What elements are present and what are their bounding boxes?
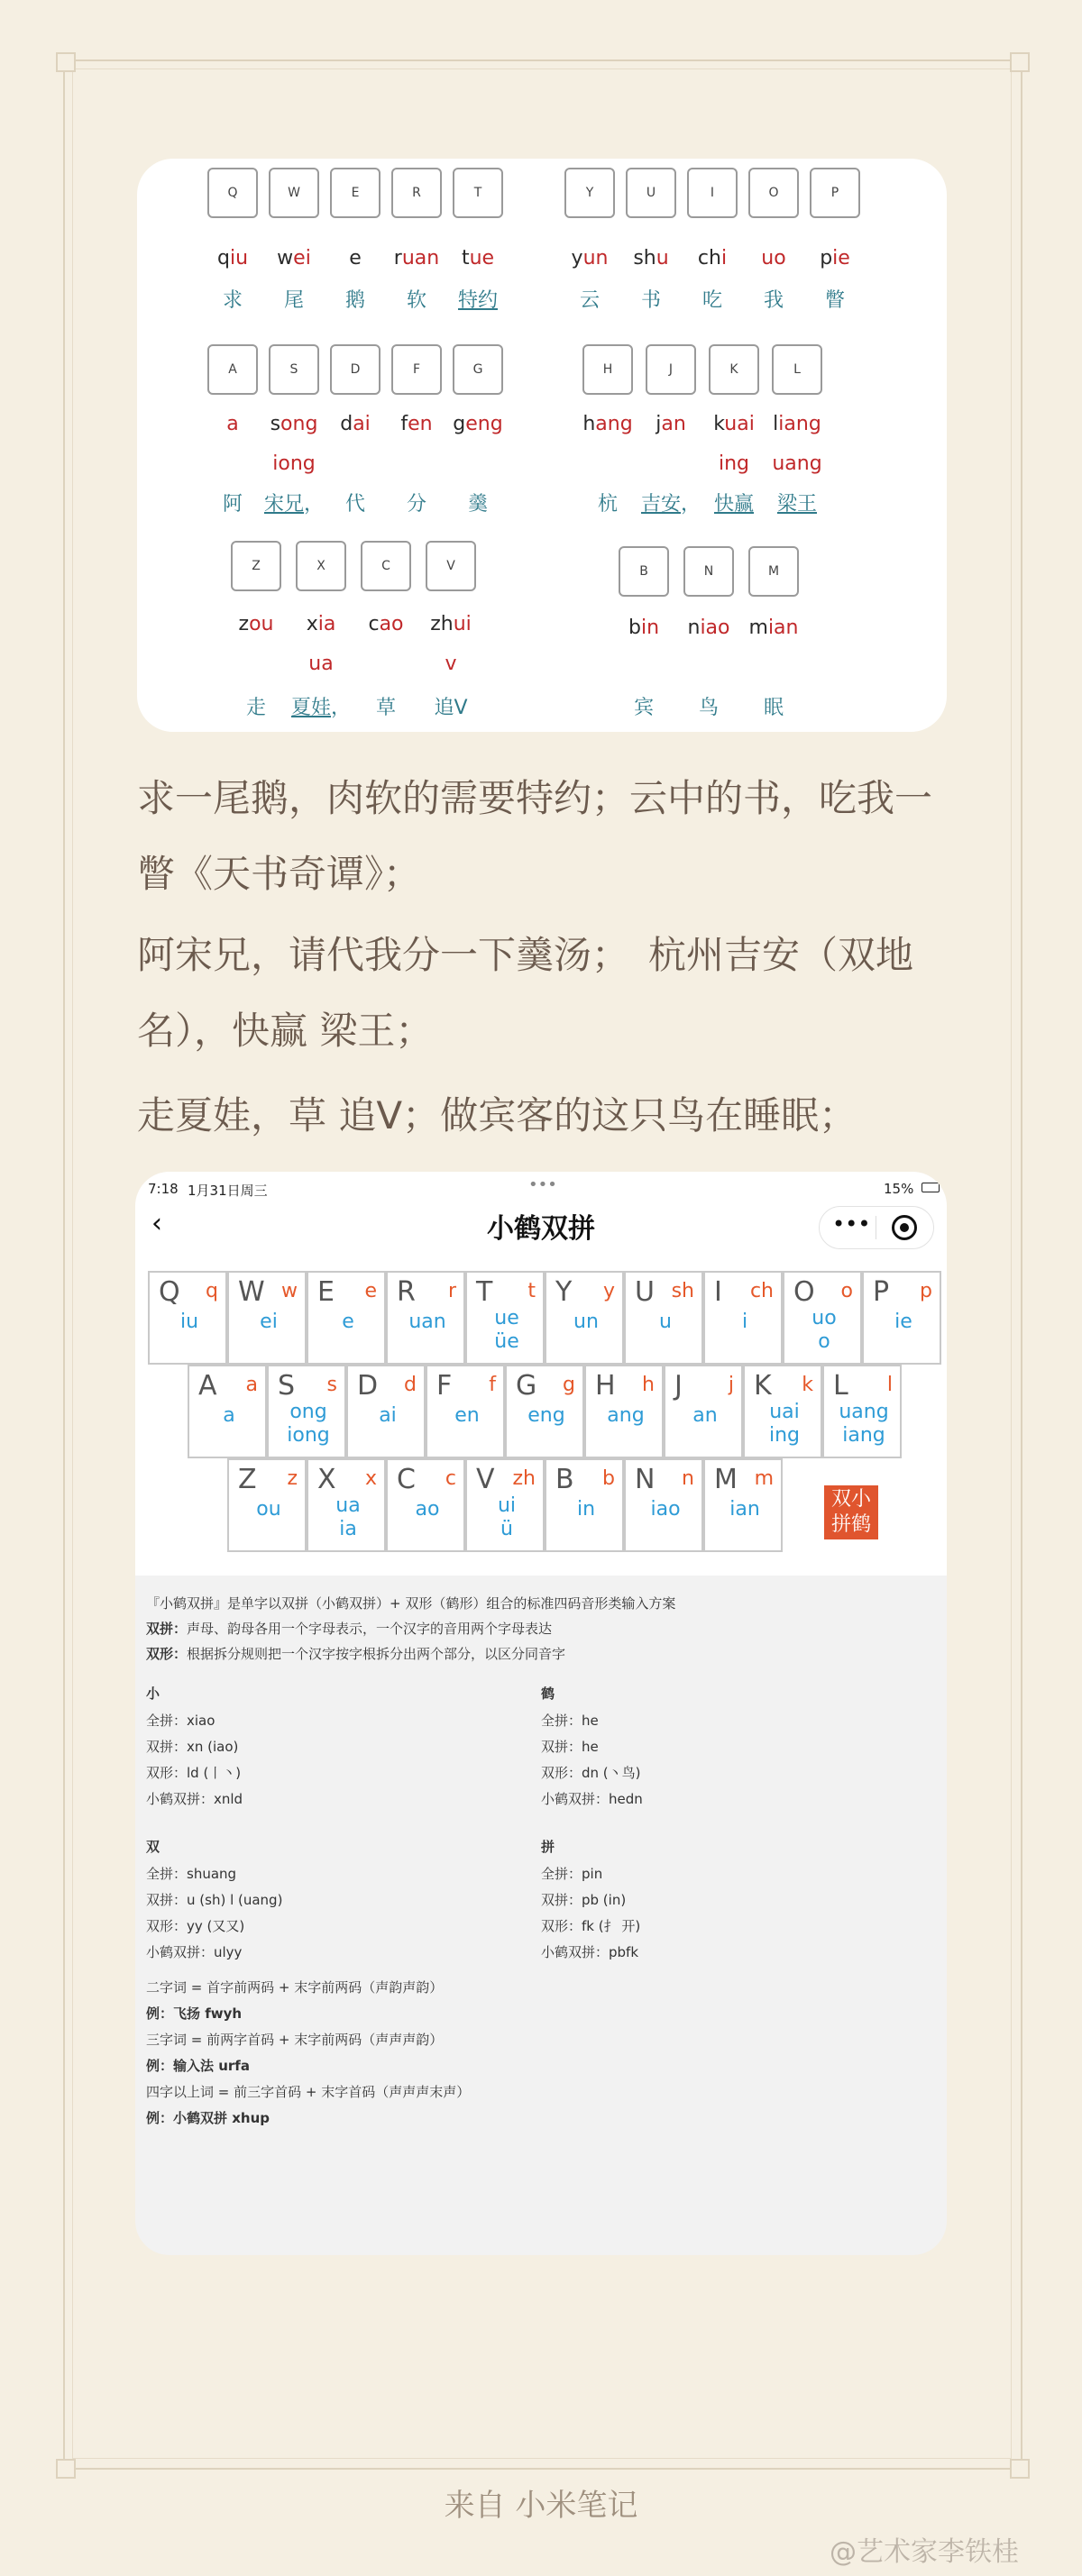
- status-battery: 15%: [884, 1181, 914, 1197]
- key-yunmu: en: [454, 1404, 480, 1427]
- pinyin-label: niao: [687, 617, 730, 639]
- app-key-e[interactable]: [307, 1271, 386, 1365]
- pinyin-label: liang: [773, 413, 821, 435]
- app-key-m[interactable]: [703, 1458, 783, 1552]
- key-d: D: [330, 344, 381, 395]
- key-letter: G: [516, 1370, 537, 1402]
- pinyin-label: shu: [633, 247, 669, 269]
- mnemonic-word: 羹: [467, 493, 488, 516]
- key-yunmu: ian: [729, 1498, 760, 1521]
- alt-final-label: ing: [718, 452, 750, 475]
- key-yunmu: iao: [650, 1498, 681, 1521]
- app-key-d[interactable]: [346, 1365, 426, 1458]
- app-key-r[interactable]: [386, 1271, 465, 1365]
- app-key-h[interactable]: [584, 1365, 664, 1458]
- app-key-a[interactable]: [188, 1365, 267, 1458]
- key-letter: E: [317, 1276, 335, 1308]
- key-yunmu: u: [659, 1311, 672, 1333]
- char-detail: 双拼：u (sh) l (uang): [146, 1892, 283, 1908]
- key-yunmu: uai ing: [768, 1401, 801, 1447]
- key-yunmu: eng: [527, 1404, 565, 1427]
- def-shuangxing: 双形：根据拆分规则把一个汉字按字根拆分出两个部分，以区分同音字: [146, 1646, 566, 1662]
- key-shengmu: j: [728, 1374, 734, 1396]
- mnemonic-word: 吉安，: [640, 493, 701, 516]
- key-yunmu: ei: [260, 1311, 278, 1333]
- key-shengmu: l: [886, 1374, 893, 1396]
- pinyin-label: hang: [582, 413, 633, 435]
- key-shengmu: o: [840, 1280, 853, 1302]
- app-key-f[interactable]: [426, 1365, 505, 1458]
- status-center-dots: •••: [528, 1175, 557, 1194]
- key-shengmu: k: [802, 1374, 813, 1396]
- key-o: O: [748, 168, 799, 218]
- key-shengmu: sh: [671, 1280, 694, 1302]
- key-shengmu: t: [527, 1280, 536, 1302]
- key-shengmu: ch: [749, 1280, 774, 1302]
- app-key-g[interactable]: [505, 1365, 584, 1458]
- mnemonic-word: 瞥: [824, 289, 845, 312]
- key-r: R: [391, 168, 442, 218]
- mnemonic-word: 代: [344, 493, 365, 516]
- key-shengmu: b: [602, 1467, 615, 1490]
- pinyin-label: song: [270, 413, 318, 435]
- char-detail: 小鹤双拼：xnld: [146, 1791, 243, 1807]
- app-key-s[interactable]: [267, 1365, 346, 1458]
- key-letter: K: [754, 1370, 772, 1402]
- key-shengmu: n: [682, 1467, 694, 1490]
- char-heading: 小: [146, 1685, 160, 1702]
- pinyin-label: fen: [400, 413, 433, 435]
- alt-final-label: v: [445, 653, 457, 675]
- mnemonic-word: 软: [406, 289, 426, 312]
- key-letter: O: [793, 1276, 815, 1308]
- mnemonic-word: 夏娃，: [290, 697, 352, 719]
- final-part: ue: [469, 247, 495, 269]
- key-shengmu: f: [489, 1374, 496, 1396]
- key-a: A: [207, 344, 258, 395]
- pinyin-label: pie: [820, 247, 850, 269]
- app-key-x[interactable]: [307, 1458, 386, 1552]
- key-k: K: [709, 344, 759, 395]
- key-shengmu: g: [563, 1374, 575, 1396]
- key-letter: B: [555, 1464, 574, 1495]
- key-yunmu: ie: [894, 1311, 912, 1333]
- app-key-y[interactable]: [545, 1271, 624, 1365]
- char-detail: 双形：yy (又又): [146, 1918, 245, 1934]
- app-title: 小鹤双拼: [487, 1213, 595, 1245]
- key-letter: M: [714, 1464, 738, 1495]
- alt-final-label: uang: [772, 452, 822, 475]
- battery-icon: [922, 1183, 940, 1192]
- key-n: N: [683, 546, 734, 597]
- key-shengmu: a: [245, 1374, 258, 1396]
- key-c: C: [361, 541, 411, 591]
- key-t: T: [453, 168, 503, 218]
- app-key-o[interactable]: [783, 1271, 862, 1365]
- key-shengmu: c: [445, 1467, 456, 1490]
- char-detail: 双拼：pb (in): [541, 1892, 627, 1908]
- key-yunmu: ang: [607, 1404, 645, 1427]
- mnemonic-word: 宋兄，: [263, 493, 325, 516]
- rule-example: 例：输入法 urfa: [146, 2058, 250, 2074]
- mnemonic-word: 我: [763, 289, 784, 312]
- mnemonic-paragraph-2: 阿宋兄，请代我分一下羹汤； 杭州吉安（双地名），快赢 梁王；: [137, 933, 914, 1053]
- key-l: L: [772, 344, 822, 395]
- app-key-q[interactable]: [148, 1271, 227, 1365]
- char-detail: 小鹤双拼：pbfk: [541, 1944, 639, 1960]
- mnemonic-underlined: 夏娃: [290, 697, 331, 719]
- app-key-v[interactable]: [465, 1458, 545, 1552]
- mnemonic-word: 鹅: [344, 289, 365, 312]
- key-letter: D: [357, 1370, 379, 1402]
- char-detail: 全拼：xiao: [146, 1713, 215, 1729]
- mnemonic-word: 走: [245, 697, 266, 719]
- mnemonic-card: [137, 159, 947, 732]
- mnemonic-word: [428, 285, 527, 313]
- key-letter: J: [674, 1370, 683, 1402]
- final-part: a: [226, 413, 239, 435]
- status-time: 7:18: [148, 1181, 179, 1197]
- key-yunmu: uan: [408, 1311, 446, 1333]
- mnemonic-underlined: 梁王: [776, 493, 817, 516]
- source-footer: 来自 小米笔记: [444, 2488, 638, 2524]
- key-shengmu: zh: [512, 1467, 536, 1490]
- key-w: W: [269, 168, 319, 218]
- key-yunmu: ong iong: [287, 1401, 330, 1447]
- char-detail: 双形：dn (丶鸟): [541, 1765, 641, 1781]
- key-yunmu: ui ü: [497, 1494, 517, 1540]
- mnemonic-word: 云: [579, 289, 600, 312]
- key-yunmu: i: [741, 1311, 748, 1333]
- pinyin-label: bin: [628, 617, 660, 639]
- char-detail: 双拼：xn (iao): [146, 1739, 239, 1755]
- key-letter: P: [873, 1276, 890, 1308]
- alt-final-label: iong: [272, 452, 316, 475]
- key-shengmu: z: [287, 1467, 298, 1490]
- final-part: uai: [724, 413, 755, 435]
- mini-program-capsule: [819, 1206, 934, 1249]
- frame-corner: [56, 2459, 76, 2479]
- mnemonic-word: 书: [640, 289, 661, 312]
- key-shengmu: d: [404, 1374, 417, 1396]
- mnemonic-word: 鸟: [698, 697, 719, 719]
- pinyin-label: tue: [461, 247, 495, 269]
- mnemonic-underlined: 宋兄: [263, 493, 304, 516]
- key-yunmu: uo o: [812, 1307, 837, 1353]
- key-letter: C: [397, 1464, 416, 1495]
- char-detail: 双形：fk (扌 开): [541, 1918, 641, 1934]
- pinyin-label: dai: [340, 413, 371, 435]
- app-key-t[interactable]: [465, 1271, 545, 1365]
- rule-example: 例：飞扬 fwyh: [146, 2005, 243, 2022]
- final-part: iu: [229, 247, 249, 269]
- key-yunmu: an: [692, 1404, 718, 1427]
- char-detail: 全拼：he: [541, 1713, 599, 1729]
- key-letter: R: [397, 1276, 416, 1308]
- final-part: ang: [595, 413, 633, 435]
- mnemonic-word: 草: [375, 697, 396, 719]
- app-key-l[interactable]: [822, 1365, 902, 1458]
- mnemonic-word: 眠: [763, 697, 784, 719]
- char-heading: 鹤: [541, 1685, 555, 1702]
- char-detail: 小鹤双拼：hedn: [541, 1791, 643, 1807]
- pinyin-label: cao: [368, 613, 404, 635]
- key-e: E: [330, 168, 381, 218]
- final-part: ei: [293, 247, 311, 269]
- final-part: ong: [280, 413, 318, 435]
- pinyin-label: xia: [306, 613, 336, 635]
- mnemonic-word: 分: [406, 493, 426, 516]
- mnemonic-word: 追V: [434, 697, 468, 719]
- app-screenshot: [135, 1172, 947, 2255]
- weibo-watermark: @艺术家李铁桂: [830, 2536, 1019, 2568]
- status-date: 1月31日周三: [188, 1183, 268, 1199]
- app-top-area: [135, 1172, 947, 1576]
- key-shengmu: q: [206, 1280, 218, 1302]
- char-detail: 全拼：shuang: [146, 1866, 237, 1882]
- alt-final-label: ua: [308, 653, 334, 675]
- pinyin-label: kuai: [713, 413, 755, 435]
- char-detail: 双形：ld (丨丶): [146, 1765, 242, 1781]
- key-b: B: [619, 546, 669, 597]
- key-letter: H: [595, 1370, 616, 1402]
- key-letter: L: [833, 1370, 848, 1402]
- key-p: P: [810, 168, 860, 218]
- xiaohe-seal-logo: 双小 拼鹤: [824, 1485, 878, 1539]
- key-yunmu: ou: [256, 1498, 281, 1521]
- key-s: S: [269, 344, 319, 395]
- key-letter: W: [238, 1276, 265, 1308]
- key-letter: S: [278, 1370, 296, 1402]
- app-key-z[interactable]: [227, 1458, 307, 1552]
- app-key-j[interactable]: [664, 1365, 743, 1458]
- final-part: ou: [249, 613, 274, 635]
- mnemonic-word: 求: [222, 289, 243, 312]
- mnemonic-underlined: 吉安: [640, 493, 681, 516]
- mnemonic-paragraph-3: 走夏娃，草 追V；做宾客的这只鸟在睡眠；: [137, 1093, 857, 1137]
- final-part: i: [720, 247, 728, 269]
- app-key-k[interactable]: [743, 1365, 822, 1458]
- key-yunmu: iu: [179, 1311, 199, 1333]
- key-q: Q: [207, 168, 258, 218]
- pinyin-label: chi: [697, 247, 728, 269]
- final-part: ia: [317, 613, 336, 635]
- key-letter: V: [476, 1464, 495, 1495]
- key-shengmu: r: [447, 1280, 456, 1302]
- key-v: V: [426, 541, 476, 591]
- rule-text: 四字以上词 = 前三字首码 + 末字首码（声声声末声）: [146, 2084, 471, 2100]
- def-shuangpin: 双拼：声母、韵母各用一个字母表示，一个汉字的音用两个字母表达: [146, 1621, 553, 1637]
- pinyin-label: e: [349, 247, 362, 269]
- key-letter: X: [317, 1464, 336, 1495]
- key-yunmu: ai: [379, 1404, 397, 1427]
- key-yunmu: ua ia: [335, 1494, 361, 1540]
- char-heading: 双: [146, 1839, 160, 1855]
- key-i: I: [687, 168, 738, 218]
- key-f: F: [391, 344, 442, 395]
- mnemonic-word: 吃: [701, 289, 722, 312]
- key-letter: Y: [555, 1276, 573, 1308]
- more-dots-icon[interactable]: •••: [832, 1211, 871, 1237]
- final-part: ui: [453, 613, 472, 635]
- key-letter: Z: [238, 1464, 257, 1495]
- final-part: eng: [465, 413, 503, 435]
- def-label: 双拼：: [146, 1621, 188, 1637]
- pinyin-label: geng: [453, 413, 503, 435]
- pinyin-label: qiu: [216, 247, 249, 269]
- pinyin-label: zhui: [430, 613, 472, 635]
- app-key-u[interactable]: [624, 1271, 703, 1365]
- mnemonic-word: 尾: [283, 289, 304, 312]
- final-part: ian: [767, 617, 799, 639]
- app-key-n[interactable]: [624, 1458, 703, 1552]
- mnemonic-paragraph-1: 求一尾鹅，肉软的需要特约；云中的书，吃我一瞥《天书奇谭》；: [137, 776, 933, 896]
- key-letter: T: [476, 1276, 493, 1308]
- frame-corner: [1010, 52, 1030, 72]
- final-part: uan: [401, 247, 440, 269]
- key-letter: N: [635, 1464, 656, 1495]
- key-h: H: [582, 344, 633, 395]
- key-yunmu: e: [342, 1311, 354, 1333]
- char-detail: 小鹤双拼：ulyy: [146, 1944, 243, 1960]
- key-letter: A: [198, 1370, 217, 1402]
- pinyin-label: yun: [571, 247, 609, 269]
- rule-example: 例：小鹤双拼 xhup: [146, 2110, 270, 2126]
- key-shengmu: w: [281, 1280, 298, 1302]
- key-letter: I: [714, 1276, 722, 1308]
- key-yunmu: un: [573, 1311, 599, 1333]
- mnemonic-word: 阿: [222, 493, 243, 516]
- def-label: 双形：: [146, 1646, 188, 1662]
- pinyin-label: mian: [748, 617, 799, 639]
- pinyin-label: ruan: [393, 247, 440, 269]
- final-part: an: [661, 413, 686, 435]
- app-key-c[interactable]: [386, 1458, 465, 1552]
- key-g: G: [453, 344, 503, 395]
- key-yunmu: ue üe: [494, 1307, 519, 1353]
- mnemonic-underlined: 特约: [457, 289, 498, 312]
- char-detail: 全拼：pin: [541, 1866, 603, 1882]
- key-shengmu: m: [754, 1467, 774, 1490]
- key-m: M: [748, 546, 799, 597]
- char-detail: 双拼：he: [541, 1739, 599, 1755]
- key-y: Y: [564, 168, 615, 218]
- final-part: uo: [761, 247, 786, 269]
- final-part: un: [582, 247, 609, 269]
- final-part: in: [640, 617, 660, 639]
- final-part: iang: [778, 413, 821, 435]
- mnemonic-underlined: 快赢: [713, 493, 754, 516]
- final-part: ie: [832, 247, 850, 269]
- mnemonic-word: [747, 489, 847, 516]
- key-x: X: [296, 541, 346, 591]
- final-part: en: [408, 413, 433, 435]
- frame-corner: [56, 52, 76, 72]
- key-shengmu: s: [326, 1374, 337, 1396]
- key-z: Z: [231, 541, 281, 591]
- key-letter: Q: [159, 1276, 180, 1308]
- key-u: U: [626, 168, 676, 218]
- mnemonic-word: 杭: [597, 493, 618, 516]
- pinyin-label: wei: [277, 247, 311, 269]
- app-key-i[interactable]: [703, 1271, 783, 1365]
- rule-text: 三字词 = 前两字首码 + 末字前两码（声声声韵）: [146, 2032, 444, 2048]
- back-chevron-icon[interactable]: ‹: [151, 1208, 162, 1239]
- pinyin-label: jan: [656, 413, 686, 435]
- final-part: ao: [379, 613, 404, 635]
- key-yunmu: a: [223, 1404, 235, 1427]
- app-key-p[interactable]: [862, 1271, 941, 1365]
- char-heading: 拼: [541, 1839, 555, 1855]
- key-yunmu: uang iang: [839, 1401, 889, 1447]
- target-icon[interactable]: [892, 1215, 917, 1240]
- key-j: J: [646, 344, 696, 395]
- app-key-w[interactable]: [227, 1271, 307, 1365]
- rule-text: 二字词 = 首字前两码 + 末字前两码（声韵声韵）: [146, 1979, 444, 1996]
- key-letter: F: [436, 1370, 453, 1402]
- final-part: ai: [353, 413, 371, 435]
- final-part: iao: [700, 617, 730, 639]
- key-shengmu: p: [920, 1280, 932, 1302]
- app-key-b[interactable]: [545, 1458, 624, 1552]
- scheme-intro: 『小鹤双拼』是单字以双拼（小鹤双拼）+ 双形（鹤形）组合的标准四码音形类输入方案: [146, 1595, 676, 1612]
- key-letter: U: [635, 1276, 655, 1308]
- key-shengmu: y: [602, 1280, 615, 1302]
- key-shengmu: h: [642, 1374, 655, 1396]
- key-yunmu: in: [576, 1498, 596, 1521]
- key-shengmu: x: [364, 1467, 377, 1490]
- key-shengmu: e: [364, 1280, 377, 1302]
- pinyin-label: zou: [238, 613, 274, 635]
- key-yunmu: ao: [415, 1498, 440, 1521]
- final-part: u: [656, 247, 669, 269]
- frame-corner: [1010, 2459, 1030, 2479]
- mnemonic-word: 宾: [633, 697, 654, 719]
